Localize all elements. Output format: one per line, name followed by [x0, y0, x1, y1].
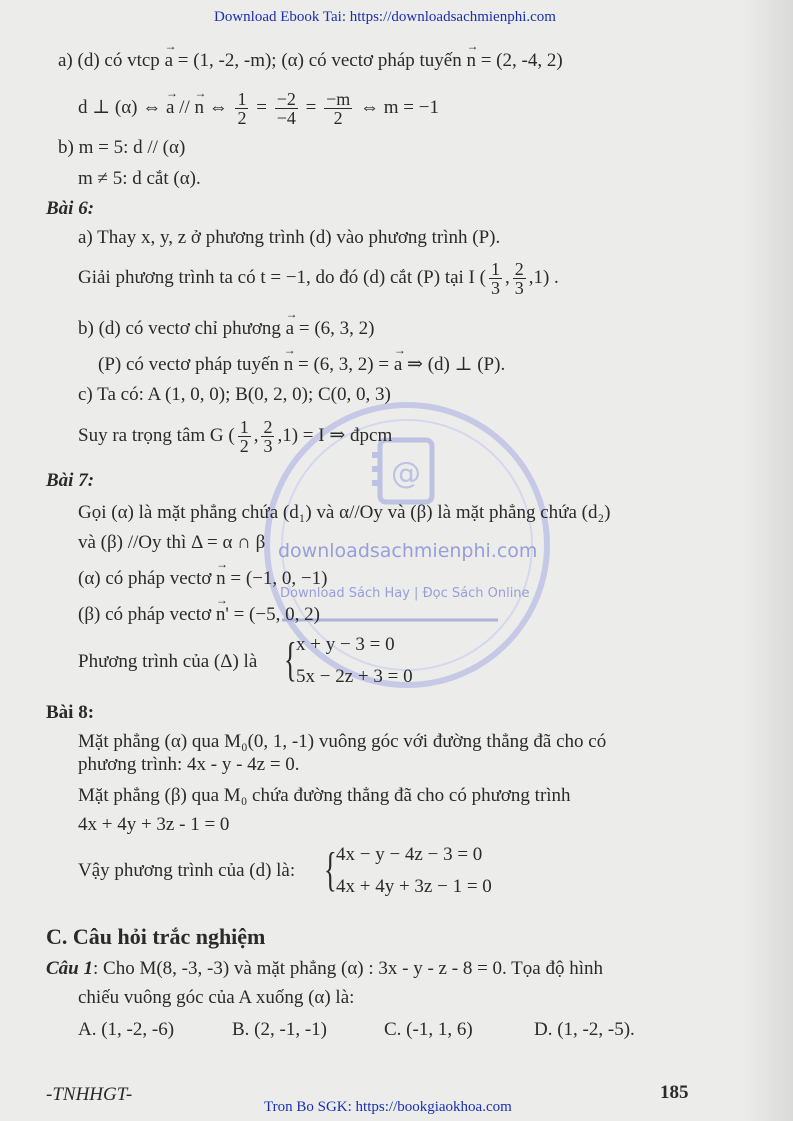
line-7-equation-label: Phương trình của (Δ) là	[78, 651, 258, 672]
line-b-parallel: b) m = 5: d // (α)	[58, 137, 186, 158]
page-number: 185	[660, 1082, 689, 1103]
question-1-text: : Cho M(8, -3, -3) và mặt phẳng (α) : 3x - y - z - 8 = 0. Tọa độ hình	[93, 958, 604, 979]
option-d[interactable]: D. (1, -2, -5).	[534, 1019, 635, 1040]
section-c-title: C. Câu hỏi trắc nghiệm	[46, 924, 266, 949]
line-8-plane-alpha: Mặt phẳng (α) qua M₀(0, 1, -1) vuông góc với đường thẳng đã cho có	[78, 731, 607, 752]
line-8-plane-alpha-eq: phương trình: 4x - y - 4z = 0.	[78, 754, 300, 775]
option-b[interactable]: B. (2, -1, -1)	[232, 1019, 327, 1040]
heading-bai-7: Bài 7:	[46, 470, 95, 491]
watermark-tagline: Download Sách Hay | Đọc Sách Online	[280, 586, 530, 601]
system-d-eq2: 4x + 4y + 3z − 1 = 0	[336, 876, 492, 897]
svg-text:@: @	[391, 456, 421, 491]
option-c[interactable]: C. (-1, 1, 6)	[384, 1019, 473, 1040]
line-8-conclusion: Vậy phương trình của (d) là:	[78, 860, 296, 881]
line-7-plane: Gọi (α) là mặt phẳng chứa (d₁) và α//Oy và (β) là mặt phẳng chứa (d₂)	[78, 502, 611, 523]
heading-bai-8: Bài 8:	[46, 702, 95, 723]
question-1	[46, 958, 603, 980]
heading-bai-6: Bài 6:	[46, 198, 95, 219]
line-7-alpha-normal: (α) có pháp vectơ → n = (−1, 0, −1)	[78, 568, 327, 590]
footer-publisher: -TNHHGT-	[46, 1084, 133, 1105]
line-7-beta-normal: (β) có pháp vectơ → n' = (−5, 0, 2)	[78, 604, 320, 626]
line-6c: c) Ta có: A (1, 0, 0); B(0, 2, 0); C(0, 0, 3)	[78, 384, 391, 405]
line-b-intersect: m ≠ 5: d cắt (α).	[78, 168, 201, 189]
watermark-site: downloadsachmienphi.com	[278, 540, 538, 562]
line-6b: b) (d) có vectơ chỉ phương → a = (6, 3, 2)	[78, 318, 374, 340]
question-1-text-cont: chiếu vuông góc của A xuống (α) là:	[78, 987, 355, 1008]
option-a[interactable]: A. (1, -2, -6)	[78, 1019, 175, 1040]
line-8-plane-beta: Mặt phẳng (β) qua M₀ chứa đường thẳng đã cho có phương trình	[78, 785, 571, 806]
footer-sgk-link[interactable]: Tron Bo SGK: https://bookgiaokhoa.com	[264, 1099, 512, 1115]
line-6a: a) Thay x, y, z ở phương trình (d) vào phương trình (P).	[78, 227, 501, 248]
question-1-label: Câu 1	[46, 958, 93, 979]
line-7-intersection: và (β) //Oy thì Δ = α ∩ β	[78, 532, 266, 553]
system-delta-eq2: 5x − 2z + 3 = 0	[296, 666, 413, 687]
system-d-eq1: 4x − y − 4z − 3 = 0	[336, 844, 483, 865]
page-edge-shadow	[743, 0, 793, 1121]
system-delta-eq1: x + y − 3 = 0	[296, 634, 395, 655]
line-6b-normal: (P) có vectơ pháp tuyến → n = (6, 3, 2) = → a ⇒ (d) ⊥ (P).	[98, 354, 505, 376]
header-download-link[interactable]: Download Ebook Tai: https://downloadsachmienphi.com	[214, 9, 556, 25]
line-perpendicular-condition: d ⊥ (α) ⇔ → a // → n ⇔ $\frac{1}{2}$ = $\frac{-2}{-4}$ = $\frac{-m}{2}$ ⇔ m = −1	[78, 88, 439, 128]
line-1a: a) (d) có vtcp → a = (1, -2, -m); (α) có vectơ pháp tuyến → n = (2, -4, 2)	[58, 50, 563, 72]
line-8-plane-beta-eq: 4x + 4y + 3z - 1 = 0	[78, 814, 230, 835]
book-page: Download Ebook Tai: https://downloadsachmienphi.com @ downloadsachmienphi.com Download Sách Hay | Đọc Sách Online a) (d) có vtcp → a = (1, -2, -m); (α) có vectơ pháp tuyến → n = (2, -4, 2) d ⊥ (α) ⇔ → a // → n ⇔ $\frac{1}{2}$ = $\frac{-2}{-4}$ = $\frac{-m}{2}$ ⇔ m = −1 b) m = 5: d // (α) m ≠ 5: d cắt (α). Bài 6: a) Thay x, y, z ở phương trình (d) vào phương trình (P). Giải phương trình ta có t = −1, do đó (d) cắt (P) tại I ( $\frac{1}{3}$ , $\frac{2}{3}$ ,1) . b) (d) có vectơ chỉ phương → a = (6, 3, 2) (P) có vectơ pháp tuyến → n = (6, 3, 2) = → a ⇒ (d) ⊥ (P). c) Ta có: A (1, 0, 0); B(0, 2, 0); C(0, 0, 3) Suy ra trọng tâm G ( $\frac{1}{2}$ , $\frac{2}{3}$ ,1) = I ⇒ đpcm Bài 7: Gọi (α) là mặt phẳng chứa (d₁) và α//Oy và (β) là mặt phẳng chứa (d₂) và (β) //Oy thì Δ = α ∩ β (α) có pháp vectơ → n = (−1, 0, −1) (β) có pháp vectơ → n' = (−5, 0, 2) Phương trình của (Δ) là { x + y − 3 = 0 5x − 2z + 3 = 0 Bài 8: Mặt phẳng (α) qua M₀(0, 1, -1) vuông góc với đường thẳng đã cho có phương trình: 4x - y - 4z = 0. Mặt phẳng (β) qua M₀ chứa đường thẳng đã cho có phương trình 4x + 4y + 3z - 1 = 0 Vậy phương trình của (d) là: { 4x − y − 4z − 3 = 0 4x + 4y + 3z − 1 = 0 C. Câu hỏi trắc nghiệm Câu 1: Cho M(8, -3, -3) và mặt phẳng (α) : 3x - y - z - 8 = 0. Tọa độ hình chiếu vuông góc của A xuống (α) là: A. (1, -2, -6) B. (2, -1, -1) C. (-1, 1, 6) D. (1, -2, -5). -TNHHGT- 185 Tron Bo SGK: https://bookgiaokhoa.com	[0, 0, 793, 1121]
line-6c-centroid: Suy ra trọng tâm G ( $\frac{1}{2}$ , $\frac{2}{3}$ ,1) = I ⇒ đpcm	[78, 417, 393, 457]
line-6a-solution: Giải phương trình ta có t = −1, do đó (d) cắt (P) tại I ( $\frac{1}{3}$ , $\frac{2}{3}$ ,1) .	[78, 259, 559, 299]
